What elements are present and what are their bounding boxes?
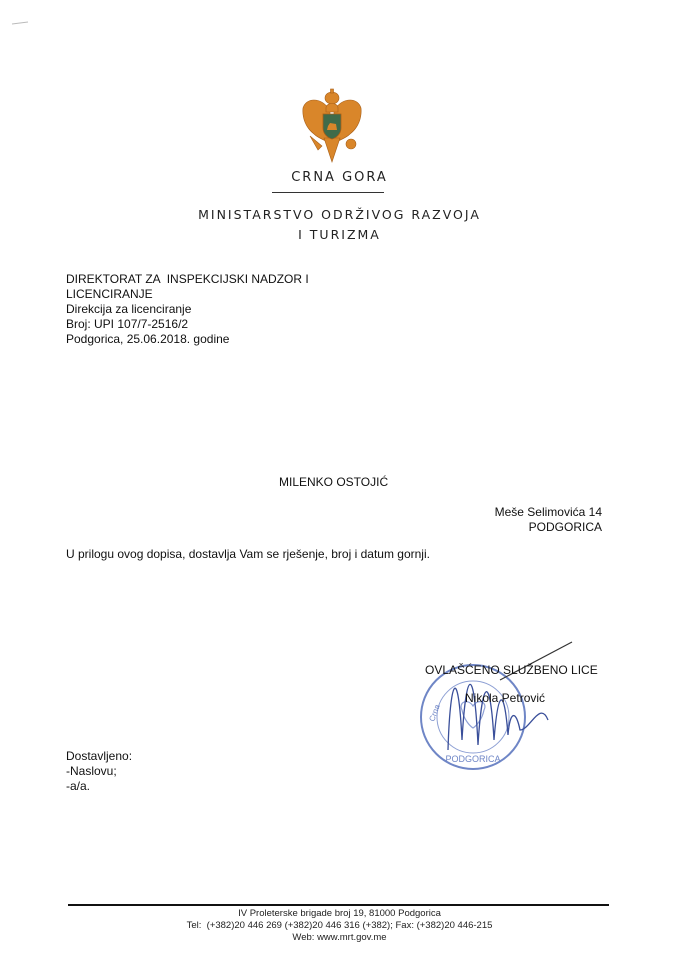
recipient-name: MILENKO OSTOJIĆ: [279, 475, 389, 489]
signatory-name: Nikola Petrović: [465, 691, 546, 705]
distribution-item: -Naslovu;: [66, 764, 117, 778]
ministry-name-line1: MINISTARSTVO ODRŽIVOG RAZVOJA: [198, 207, 481, 222]
recipient-street: Meše Selimovića 14: [494, 505, 602, 519]
ministry-name: [0, 205, 679, 245]
distribution-label: Dostavljeno:: [66, 749, 133, 763]
letter-body: U prilogu ovog dopisa, dostavlja Vam se rješenje, broj i datum gornji.: [66, 547, 430, 561]
footer-address: IV Proleterske brigade broj 19, 81000 Podgorica: [238, 908, 441, 919]
footer-phone: Tel: (+382)20 446 269 (+382)20 446 316 (+382); Fax: (+382)20 446-215: [186, 920, 493, 931]
coat-of-arms-icon: [300, 88, 364, 166]
directorate-line2: LICENCIRANJE: [66, 287, 153, 301]
scan-artifact-mark: [10, 18, 32, 28]
svg-text:Crna: Crna: [427, 703, 442, 723]
recipient-city: PODGORICA: [528, 520, 602, 534]
recipient-address: [440, 505, 602, 535]
ministry-name-line2: I TURIZMA: [298, 227, 381, 242]
place-date: Podgorica, 25.06.2018. godine: [66, 332, 230, 346]
footer-web: Web: www.mrt.gov.me: [292, 932, 387, 943]
document-header: [66, 272, 309, 347]
distribution-item: -a/a.: [66, 779, 91, 793]
country-name: CRNA GORA: [291, 170, 388, 185]
department: Direkcija za licenciranje: [66, 302, 192, 316]
footer: [0, 908, 679, 944]
directorate-line1: DIREKTORAT ZA INSPEKCIJSKI NADZOR I: [66, 272, 309, 286]
handwritten-signature: [440, 640, 580, 770]
letterhead-divider: [272, 192, 384, 193]
svg-text:PODGORICA: PODGORICA: [445, 754, 501, 764]
distribution-list: [66, 749, 132, 794]
footer-divider: [68, 904, 609, 906]
reference-number: Broj: UPI 107/7-2516/2: [66, 317, 189, 331]
signatory-title: OVLAŠĆENO SLUŽBENO LICE: [425, 663, 598, 677]
